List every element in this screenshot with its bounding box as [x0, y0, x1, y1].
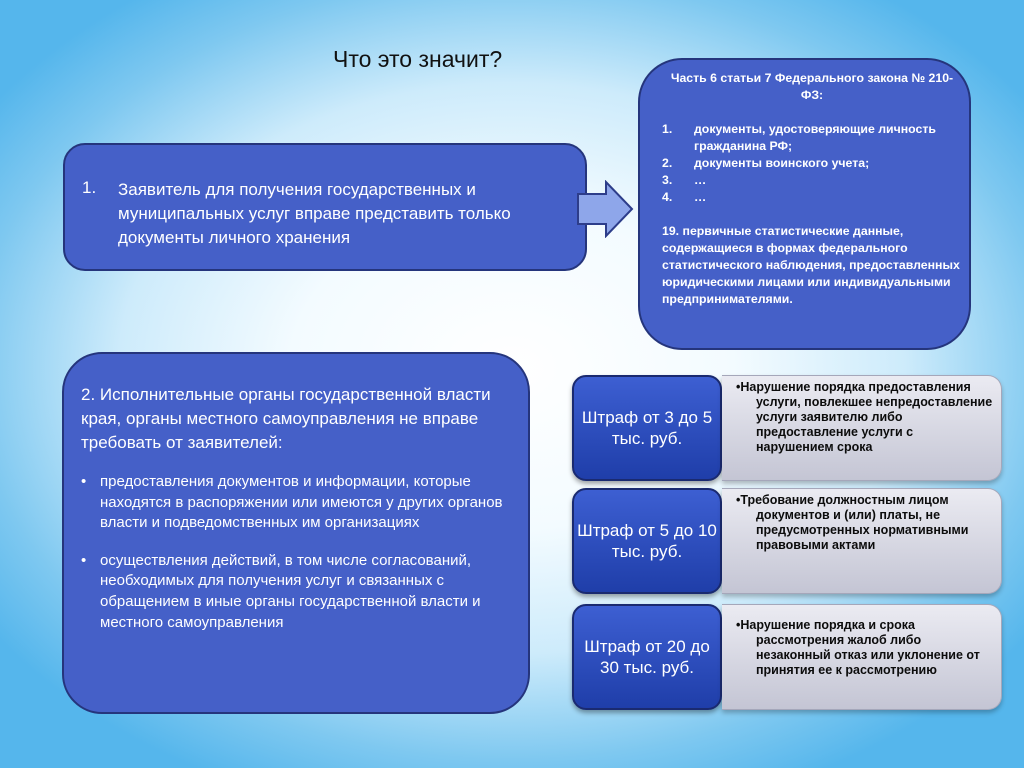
prohibition-bullet: • предоставления документов и информации, которые находятся в распоряжении или имеются у других органов власти и подведомственных им организациях [81, 473, 503, 532]
right-statement-box [63, 143, 587, 271]
statement-number: 1. [82, 178, 97, 197]
fine-description: •Нарушение порядка и срока рассмотрения жалоб либо незаконный отказ или уклонение от принятия ее к рассмотрению [722, 604, 1002, 710]
fine-badge: Штраф от 20 до 30 тыс. руб. [572, 604, 722, 710]
law-reference-box [638, 58, 971, 350]
bullet-icon: • [81, 473, 87, 490]
page-title: Что это значит? [333, 46, 503, 72]
fine-badge: Штраф от 5 до 10 тыс. руб. [572, 488, 722, 594]
law-list-item: 1. документы, удостоверяющие личность гражданина РФ; [662, 122, 936, 153]
law-list-item: 4. … [662, 190, 707, 204]
fine-description: •Нарушение порядка предоставления услуги, повлекшее непредоставление услуги заявителю либо предоставление услуги с нарушением срока [722, 375, 1002, 481]
law-list-item: 3. … [662, 173, 707, 187]
statement-text: Заявитель для получения государственных и муниципальных услуг вправе представить только документы личного хранения [118, 180, 511, 247]
law-item-19: 19. первичные статистические данные, содержащиеся в формах федерального статистического наблюдения, предоставленных юридическими лицами или индивидуальными предпринимателями. [662, 224, 960, 306]
prohibition-intro: 2. Исполнительные органы государственной власти края, органы местного самоуправления не вправе требовать от заявителей: [81, 385, 491, 452]
fine-description: •Требование должностным лицом документов и (или) платы, не предусмотренных нормативными правовыми актами [722, 488, 1002, 594]
law-header: Часть 6 статьи 7 Федерального закона № 210-ФЗ: [670, 71, 954, 102]
prohibition-box [62, 352, 530, 714]
fine-badge: Штраф от 3 до 5 тыс. руб. [572, 375, 722, 481]
bullet-icon: • [81, 551, 87, 569]
right-arrow-icon [576, 180, 636, 238]
law-list-item: 2. документы воинского учета; [662, 156, 870, 170]
prohibition-bullet: • осуществления действий, в том числе согласований, необходимых для получения услуг и связанных с обращением в иные органы государственной власти и местного самоуправления [81, 551, 481, 631]
